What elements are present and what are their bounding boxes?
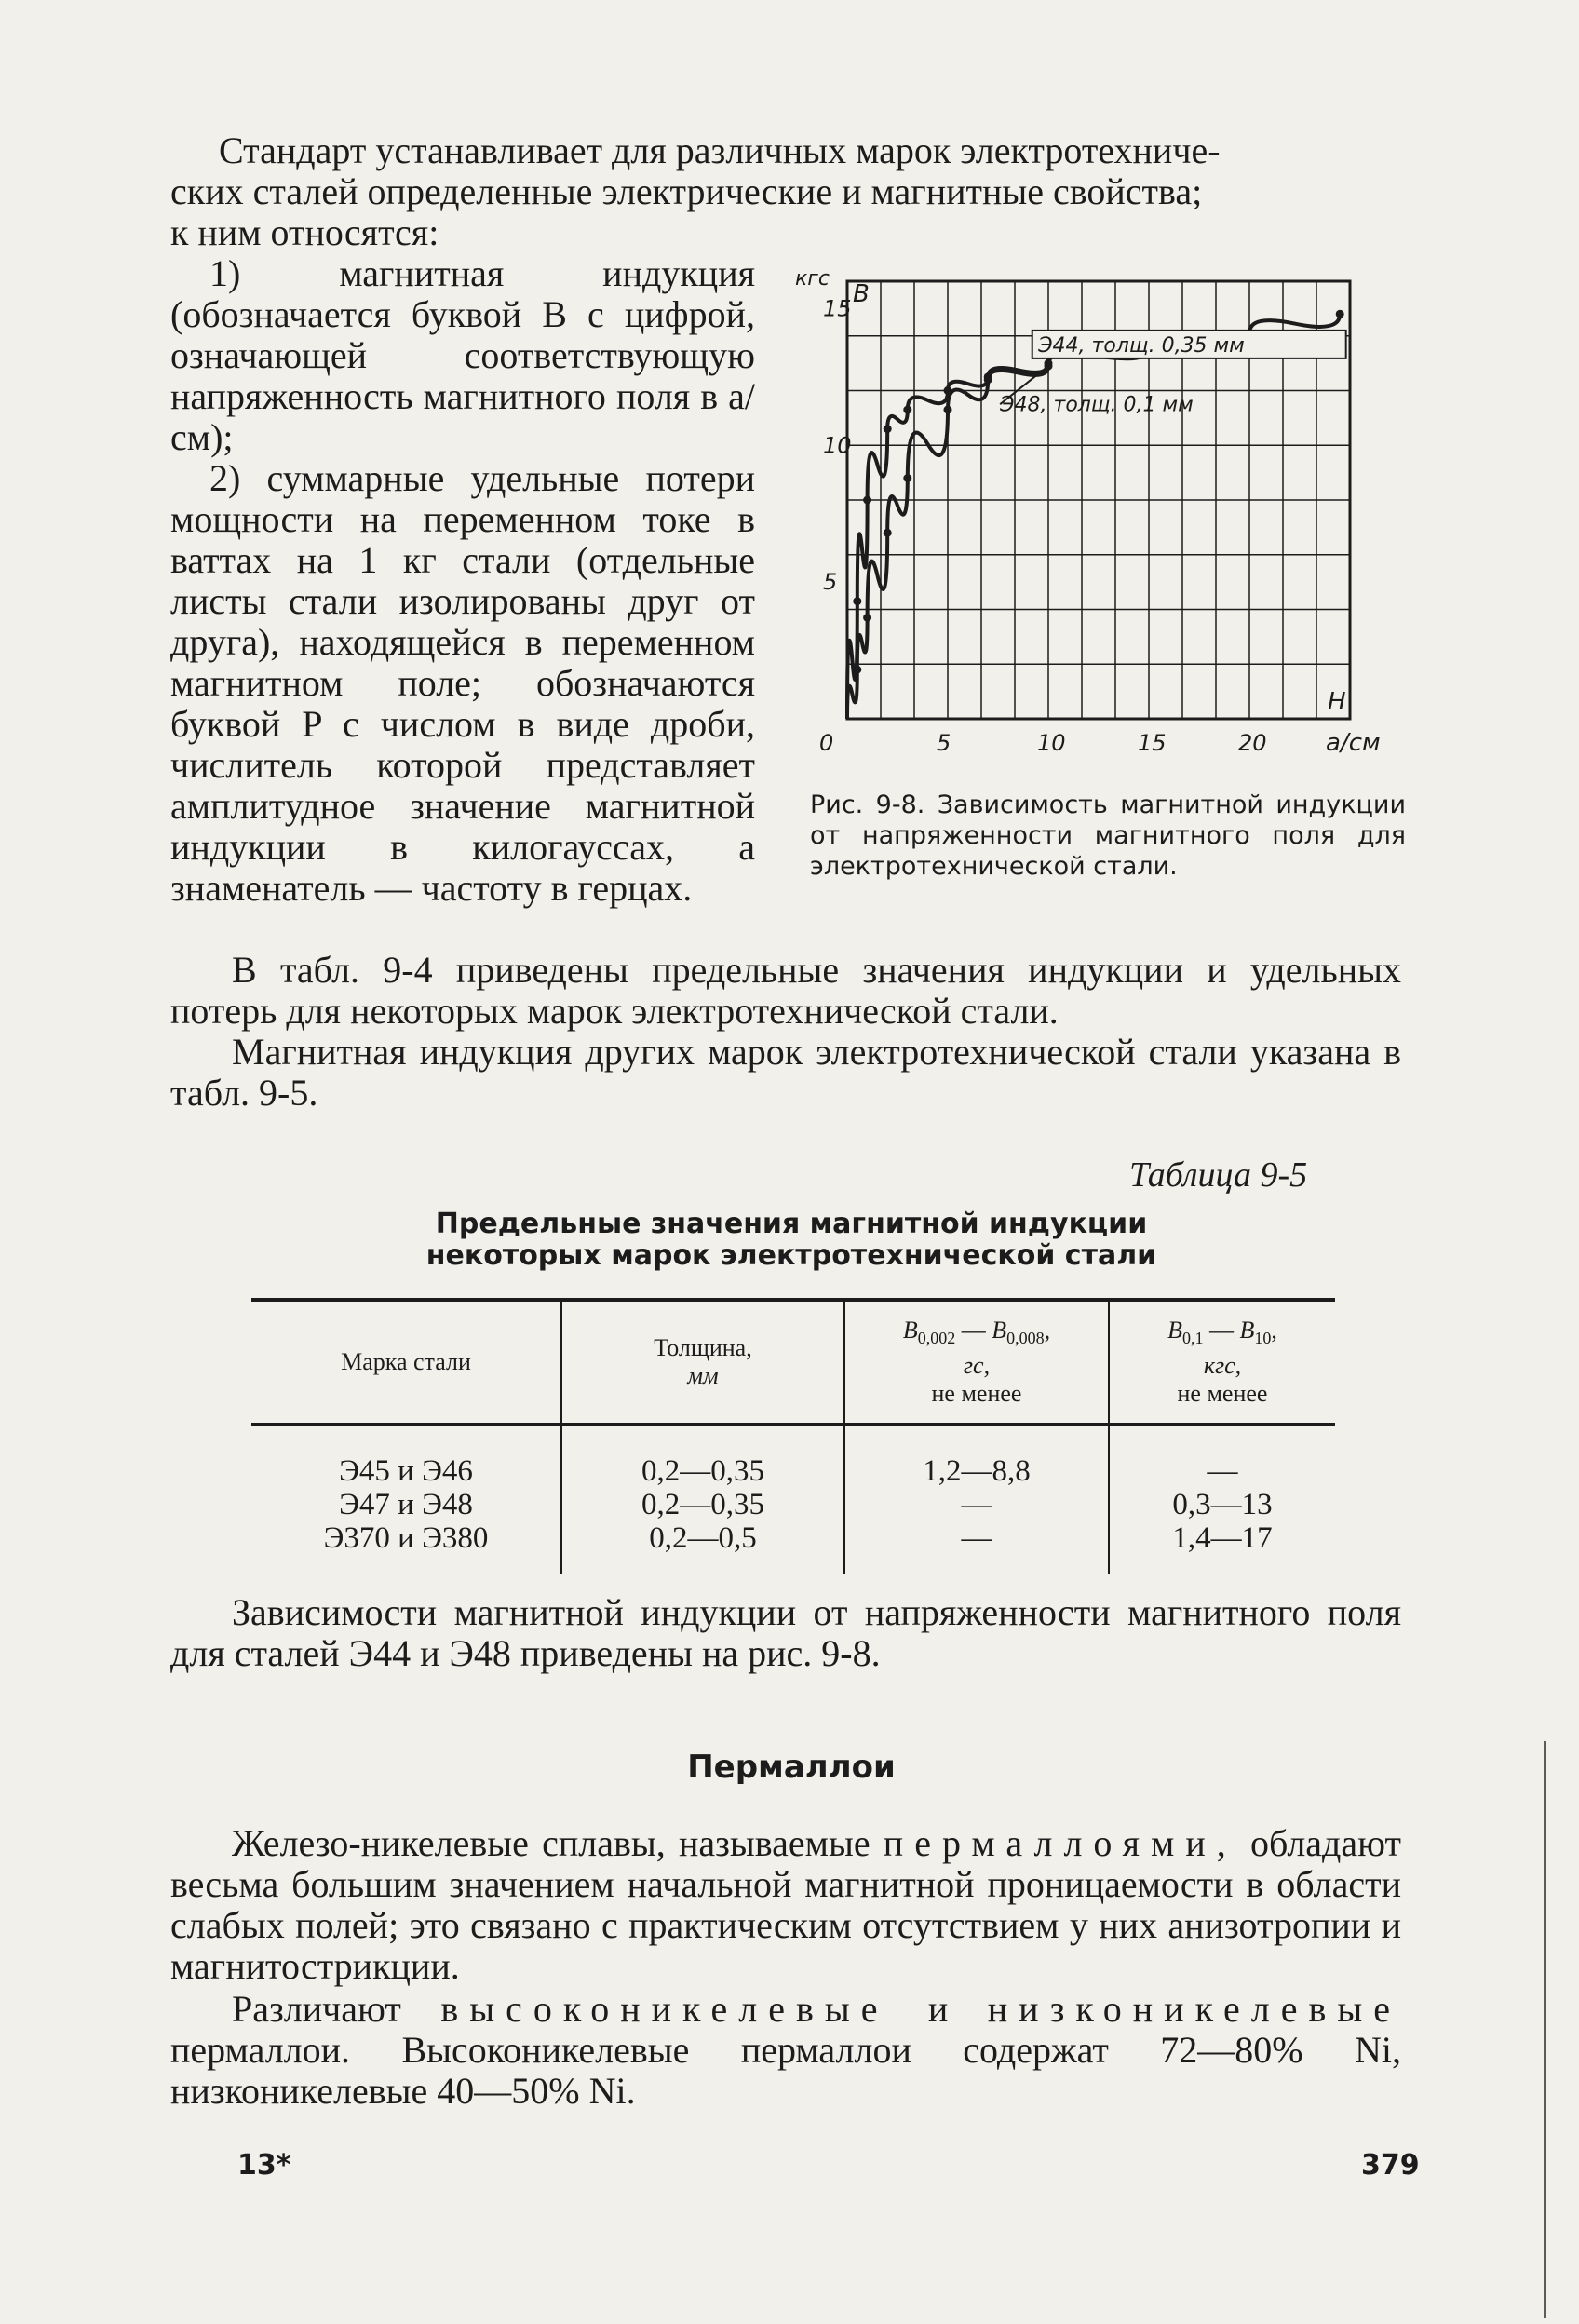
chart-series [847, 310, 1344, 719]
curve-label-e44: Э44, толщ. 0,35 мм [1038, 333, 1245, 358]
x-tick-labels [819, 730, 1267, 756]
x-tick-label: 15 [1138, 730, 1167, 756]
table-row [251, 1488, 1335, 1521]
p1-rest: обладают весьма большим значением начальной магнитной проницаемости в области слабых полей; это связано с практическим отсутствием у них анизотропии и магнитострикции. [170, 1822, 1401, 1987]
paragraph-table-9-4: В табл. 9-4 приведены предельные значения индукции и удельных потерь для некоторых марок электротехнической стали. [170, 949, 1401, 1032]
header-thickness: Толщина, мм [561, 1300, 844, 1425]
cell-b-high: 1,4—17 [1109, 1521, 1335, 1574]
term-high-nickel: высоконикелевые [440, 1988, 889, 2030]
data-point [903, 474, 911, 482]
paragraph-figure-ref: Зависимости магнитной индукции от напряженности магнитного поля для сталей Э44 и Э48 приведены на рис. 9-8. [170, 1591, 1401, 1674]
data-point [863, 496, 871, 505]
cell-b-low: — [844, 1521, 1109, 1574]
cell-b-low: — [844, 1488, 1109, 1521]
page-number: 379 [1361, 2149, 1420, 2182]
x-tick-label: 20 [1238, 730, 1267, 756]
curve-label-e48: Э48, толщ. 0,1 мм [1000, 393, 1194, 417]
cell-thickness: 0,2—0,5 [561, 1521, 844, 1574]
data-point [884, 529, 892, 537]
p2-rest: пермаллои. Высоконикелевые пермаллои содержат 72—80% Ni, низконикелевые 40—50% Ni. [170, 2029, 1401, 2112]
cell-grade: Э370 и Э380 [323, 1521, 489, 1556]
intro-line-2: ских сталей определенные электрические и магнитные свойства; [170, 170, 1203, 212]
x-tick-label: 0 [819, 730, 834, 756]
bh-chart [791, 270, 1406, 773]
data-point [1336, 310, 1344, 318]
y-symbol-label: B [853, 280, 870, 308]
table-label: Таблица 9-5 [1129, 1155, 1308, 1195]
header-b-high-field: $B_{0,1}$ — $B_{10}$, кгс, не менее [1109, 1300, 1335, 1425]
data-point [853, 666, 861, 674]
table-9-5 [251, 1298, 1335, 1574]
y-tick-label: 10 [823, 432, 852, 459]
p2-start: Различают [232, 1988, 441, 2030]
paragraph-permalloy-1 [170, 1823, 1401, 1987]
data-point [853, 597, 861, 605]
data-point [984, 375, 992, 384]
series-line-e44 [847, 314, 1340, 719]
p2-mid: и [888, 1988, 988, 2030]
cell-grade: Э45 и Э46 [339, 1454, 473, 1489]
x-tick-label: 5 [937, 730, 951, 756]
list-item-1: 1) магнитная индукция (обозначается буквой B с цифрой, означающей соответствующую напряженность магнитного поля в а/см); [170, 252, 755, 458]
list-item-2: 2) суммарные удельные потери мощности на переменном токе в ваттах на 1 кг стали (отдельные листы стали изолированы друг от друга), находящейся в переменном магнитном поле; обозначаются буквой P с числом в виде дроби, числитель которой представляет амплитудное значение магнитной индукции в килогауссах, а знаменатель — частоту в герцах. [170, 457, 755, 909]
header-b-low-field: $B_{0,002}$ — $B_{0,008}$, гс, не менее [844, 1300, 1109, 1425]
table-row [251, 1521, 1335, 1574]
figure-caption: Рис. 9-8. Зависимость магнитной индукции от напряженности магнитного поля для электротехнической стали. [810, 790, 1406, 881]
table-header-row [251, 1300, 1335, 1425]
intro-line-3: к ним относятся: [170, 211, 439, 253]
intro-line-1: Стандарт устанавливает для различных марок электротехниче- [219, 129, 1221, 171]
table-title [279, 1209, 1303, 1272]
data-point [903, 406, 911, 414]
paragraph-table-9-5-ref: Магнитная индукция других марок электротехнической стали указана в табл. 9-5. [170, 1031, 1401, 1114]
section-heading: Пермаллои [687, 1749, 896, 1786]
term-permalloys: пермаллоями, [883, 1822, 1237, 1864]
cell-b-high: 0,3—13 [1109, 1488, 1335, 1521]
data-point [863, 614, 871, 622]
table-row [251, 1425, 1335, 1488]
y-tick-label: 15 [823, 295, 852, 322]
data-point [944, 406, 952, 414]
figure-9-8 [791, 270, 1406, 773]
cell-b-low: 1,2—8,8 [844, 1425, 1109, 1488]
cell-grade: Э47 и Э48 [339, 1488, 473, 1522]
data-point [884, 425, 892, 433]
cell-thickness: 0,2—0,35 [561, 1425, 844, 1488]
cell-thickness: 0,2—0,35 [561, 1488, 844, 1521]
x-unit-label: а/см [1326, 729, 1381, 757]
x-symbol-label: H [1328, 688, 1346, 716]
y-unit-label: кгс [795, 270, 830, 290]
paragraph-permalloy-2 [170, 1989, 1401, 2112]
table-title-line-1: Предельные значения магнитной индукции [435, 1208, 1148, 1240]
p1-start: Железо-никелевые сплавы, называемые [232, 1822, 884, 1864]
x-tick-label: 10 [1037, 730, 1066, 756]
y-tick-label: 5 [823, 569, 838, 596]
cell-b-high: — [1109, 1425, 1335, 1488]
header-steel-grade: Марка стали [251, 1300, 561, 1425]
signature-mark: 13* [237, 2149, 291, 2182]
table-title-line-2: некоторых марок электротехнической стали [425, 1239, 1157, 1272]
scan-edge-line [1544, 1741, 1546, 2318]
term-low-nickel: низконикелевые [987, 1988, 1401, 2030]
